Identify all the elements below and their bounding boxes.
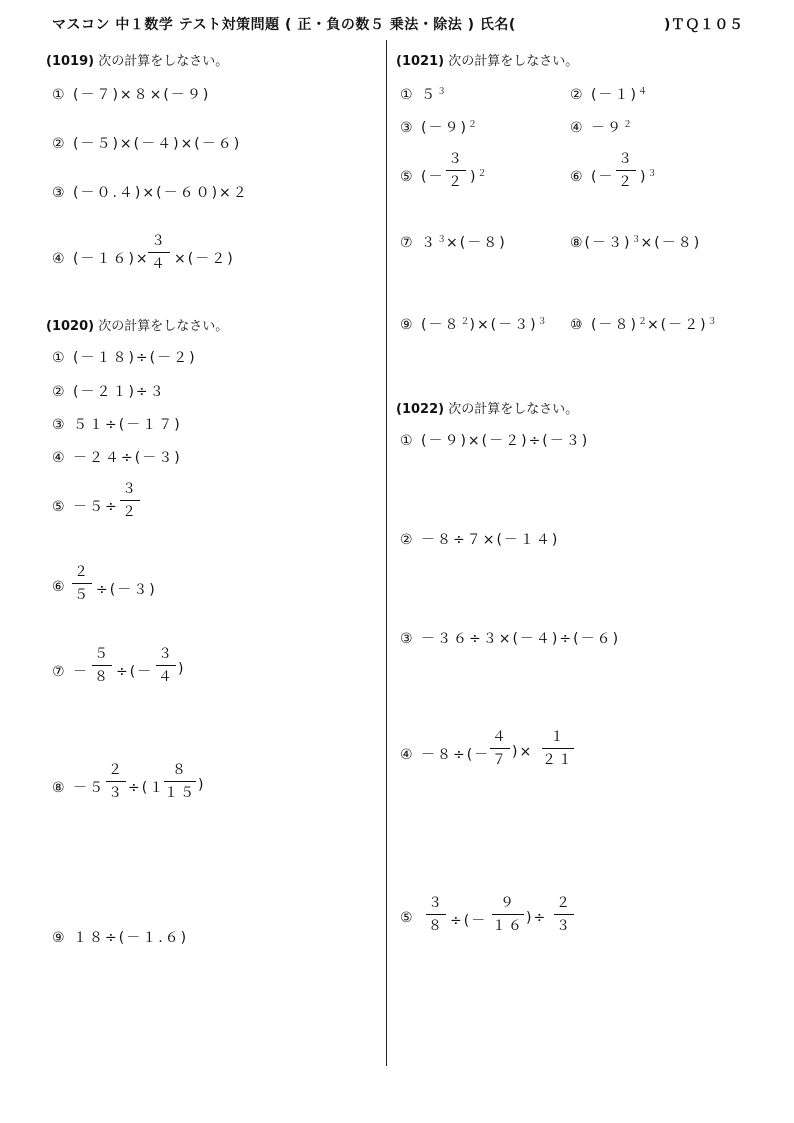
fraction: １ ２１ [542, 729, 574, 768]
fraction: ２ ３ [556, 895, 572, 934]
problem-1020-8-mid: ÷(１ [128, 780, 166, 796]
problem-1021-2: ② $(-1)^4$ [570, 87, 647, 103]
problem-1021-8: $⑧(-3)^3\times(-8)$ [570, 235, 702, 251]
problem-1021-1: ① $5^3$ [400, 87, 447, 103]
problem-1022-1: ① (－９)×(－２)÷(－３) [400, 433, 590, 449]
problem-1022-2: ② －８÷７×(－１４) [400, 532, 560, 548]
fraction: ９ １６ [492, 895, 524, 934]
problem-1022-3: ③ －３６÷３×(－４)÷(－６) [400, 631, 621, 647]
problem-1020-4: ④ －２４÷(－３) [52, 450, 182, 466]
problem-1021-6: ⑥ (－ [570, 169, 615, 185]
problem-1021-4: ④ $-9^2$ [570, 120, 633, 136]
fraction: ５ ８ [94, 646, 110, 685]
problem-1020-3: ③ ５１÷(－１７) [52, 417, 182, 433]
problem-1019-4-tail: ×(－２) [174, 251, 235, 267]
section-1021-heading: (1021) 次の計算をしなさい。 [396, 54, 579, 69]
problem-1021-10: ⑩ $(-8)^2\times(-2)^3$ [570, 317, 717, 333]
section-1022-heading: (1022) 次の計算をしなさい。 [396, 402, 579, 417]
problem-1020-2: ② (－２１)÷３ [52, 384, 166, 400]
problem-1019-4: ④ (－１６)× [52, 251, 150, 267]
problem-1020-8-tail: ) [198, 777, 206, 793]
problem-1020-5: ⑤ －５÷ [52, 499, 119, 515]
fraction: ２ ５ [74, 564, 90, 603]
fraction: ２ ３ [108, 762, 124, 801]
problem-1020-1: ① (－１８)÷(－２) [52, 350, 197, 366]
problem-1021-6-tail: )$^3$ [640, 169, 657, 185]
fraction: ３ ２ [618, 151, 634, 190]
problem-1020-9: ⑨ １８÷(－１.６) [52, 930, 189, 946]
problem-1021-5-tail: )$^2$ [470, 169, 487, 185]
fraction: ３ ４ [158, 646, 174, 685]
problem-1022-5: ⑤ [400, 910, 415, 926]
column-divider [386, 40, 387, 1066]
problem-1021-9: ⑨ $(-8^2)\times(-3)^3$ [400, 317, 547, 333]
problem-1020-8: ⑧ －５ [52, 780, 106, 796]
problem-1021-7: ⑦ $3^3\times(-8)$ [400, 235, 507, 251]
problem-1020-6-tail: ÷(－３) [96, 582, 157, 598]
fraction: ３ ２ [122, 481, 138, 520]
problem-1021-3: ③ $(-9)^2$ [400, 120, 477, 136]
fraction: ４ ７ [492, 729, 508, 768]
fraction: ３ ８ [428, 895, 444, 934]
problem-1022-4: ④ －８÷(－ [400, 747, 491, 763]
problem-1022-5-mid: ÷(－ [450, 913, 488, 929]
problem-1020-7-mid: ÷(－ [116, 664, 154, 680]
fraction: ３ ２ [448, 151, 464, 190]
problem-1019-3: ③ (－０.４)×(－６０)×２ [52, 185, 249, 201]
page-title: マスコン 中１数学 テスト対策問題 ( 正・負の数５ 乗法・除法 ) 氏名( [52, 17, 516, 33]
problem-1021-5: ⑤ (－ [400, 169, 445, 185]
section-1020-heading: (1020) 次の計算をしなさい。 [46, 319, 229, 334]
problem-1020-6: ⑥ [52, 579, 67, 595]
problem-1022-4-mid: )× [512, 744, 534, 760]
problem-1022-5-mid2: )÷ [526, 910, 548, 926]
worksheet-code: )ＴＱ１０５ [664, 17, 744, 33]
fraction: ８ １５ [164, 762, 196, 801]
problem-1019-1: ① (－７)×８×(－９) [52, 87, 211, 103]
fraction: ３ ４ [148, 231, 170, 274]
section-1019-heading: (1019) 次の計算をしなさい。 [46, 54, 229, 69]
problem-1019-2: ② (－５)×(－４)×(－６) [52, 136, 242, 152]
problem-1020-7: ⑦ － [52, 664, 90, 680]
problem-1020-7-tail: ) [178, 661, 186, 677]
